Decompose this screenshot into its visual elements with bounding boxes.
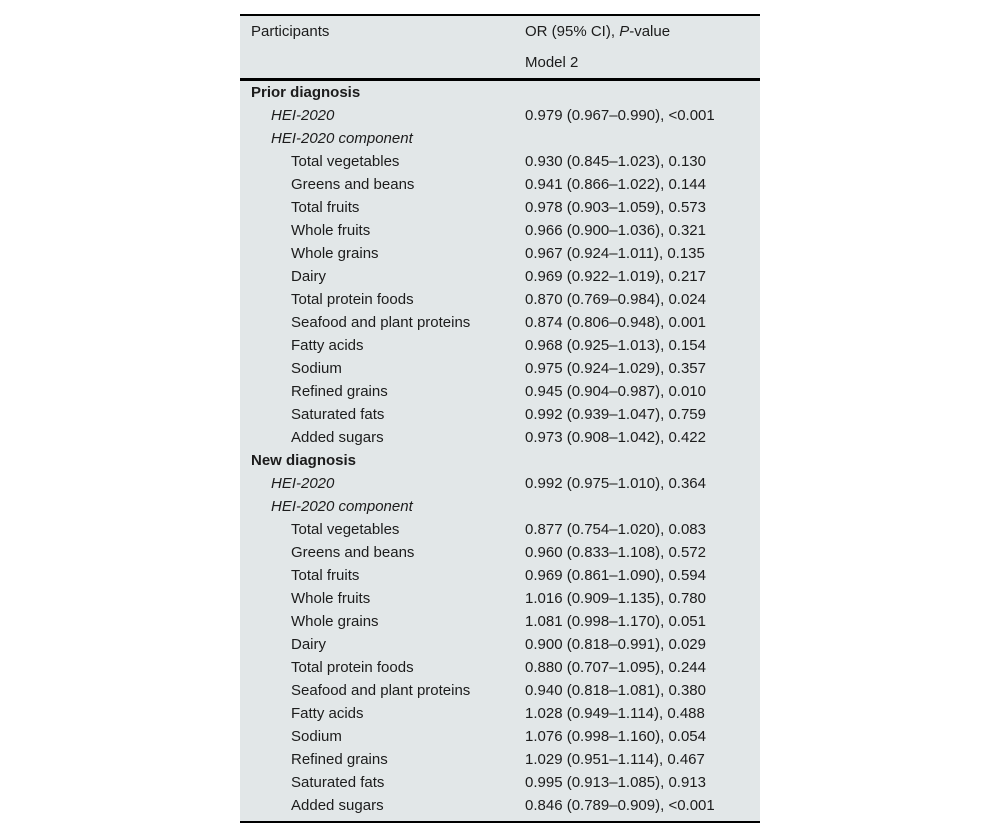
row-value: 0.940 (0.818–1.081), 0.380 (525, 682, 706, 699)
table-row (240, 196, 760, 219)
row-value: 1.076 (0.998–1.160), 0.054 (525, 728, 706, 745)
row-value: 0.874 (0.806–0.948), 0.001 (525, 314, 706, 331)
row-value: 0.992 (0.975–1.010), 0.364 (525, 475, 706, 492)
row-label: Fatty acids (291, 337, 364, 354)
table-row (240, 518, 760, 541)
table-row (240, 81, 760, 104)
header-pvalue-suffix: -value (629, 23, 671, 40)
row-value: 0.968 (0.925–1.013), 0.154 (525, 337, 706, 354)
row-value: 0.969 (0.861–1.090), 0.594 (525, 567, 706, 584)
table-row (240, 702, 760, 725)
row-label: Whole fruits (291, 590, 371, 607)
header-pvalue-p: P (619, 23, 630, 40)
row-label: Added sugars (291, 429, 384, 446)
row-value: 0.877 (0.754–1.020), 0.083 (525, 521, 706, 538)
table-row (240, 426, 760, 449)
row-label: Dairy (291, 268, 327, 285)
table-row (240, 541, 760, 564)
table-body (240, 81, 760, 821)
header-or-column (525, 20, 760, 74)
table-row (240, 610, 760, 633)
table-row (240, 495, 760, 518)
row-value: 0.967 (0.924–1.011), 0.135 (525, 245, 705, 262)
table-row (240, 127, 760, 150)
table-row (240, 679, 760, 702)
row-value: 0.846 (0.789–0.909), <0.001 (525, 797, 715, 814)
table-row (240, 334, 760, 357)
row-label: Sodium (291, 360, 342, 377)
table-row (240, 173, 760, 196)
row-label: Sodium (291, 728, 342, 745)
results-table (240, 14, 760, 823)
table-row (240, 725, 760, 748)
header-participants: Participants (251, 23, 330, 40)
row-label: Prior diagnosis (251, 84, 361, 101)
table-row (240, 242, 760, 265)
row-value: 0.870 (0.769–0.984), 0.024 (525, 291, 706, 308)
header-or-prefix: OR (95% CI), (525, 23, 620, 40)
row-value: 0.945 (0.904–0.987), 0.010 (525, 383, 706, 400)
row-value (525, 449, 760, 472)
row-value: 0.979 (0.967–0.990), <0.001 (525, 107, 715, 124)
table-row (240, 403, 760, 426)
table-row (240, 150, 760, 173)
row-label: HEI-2020 component (271, 130, 413, 147)
table-row (240, 265, 760, 288)
row-value (525, 81, 760, 104)
header-model-label: Model 2 (525, 54, 579, 71)
table-row (240, 449, 760, 472)
row-value: 1.016 (0.909–1.135), 0.780 (525, 590, 706, 607)
row-label: Total protein foods (291, 291, 414, 308)
row-value: 1.028 (0.949–1.114), 0.488 (525, 705, 705, 722)
row-value: 0.900 (0.818–0.991), 0.029 (525, 636, 706, 653)
row-value (525, 127, 760, 150)
row-label: Total vegetables (291, 521, 400, 538)
table-row (240, 794, 760, 817)
row-label: Total protein foods (291, 659, 414, 676)
row-label: Greens and beans (291, 544, 415, 561)
row-value: 0.960 (0.833–1.108), 0.572 (525, 544, 706, 561)
row-value: 0.969 (0.922–1.019), 0.217 (525, 268, 706, 285)
row-value: 0.975 (0.924–1.029), 0.357 (525, 360, 706, 377)
row-label: HEI-2020 (271, 107, 335, 124)
table-row (240, 633, 760, 656)
row-label: Whole fruits (291, 222, 371, 239)
table-row (240, 564, 760, 587)
row-label: Seafood and plant proteins (291, 314, 471, 331)
row-label: Saturated fats (291, 406, 385, 423)
row-value: 0.941 (0.866–1.022), 0.144 (525, 176, 706, 193)
table-row (240, 748, 760, 771)
row-value: 0.992 (0.939–1.047), 0.759 (525, 406, 706, 423)
row-label: Greens and beans (291, 176, 415, 193)
row-label: Total fruits (291, 567, 360, 584)
table-row (240, 311, 760, 334)
row-label: Dairy (291, 636, 327, 653)
table-row (240, 587, 760, 610)
row-value: 0.995 (0.913–1.085), 0.913 (525, 774, 706, 791)
table-row (240, 380, 760, 403)
row-value: 0.978 (0.903–1.059), 0.573 (525, 199, 706, 216)
row-label: Refined grains (291, 751, 388, 768)
row-label: Refined grains (291, 383, 388, 400)
table-header (240, 16, 760, 81)
row-value: 0.966 (0.900–1.036), 0.321 (525, 222, 706, 239)
table-row (240, 656, 760, 679)
row-label: Whole grains (291, 245, 379, 262)
row-label: Whole grains (291, 613, 379, 630)
row-value: 0.930 (0.845–1.023), 0.130 (525, 153, 706, 170)
table-row (240, 288, 760, 311)
row-value: 1.081 (0.998–1.170), 0.051 (525, 613, 706, 630)
table-row (240, 771, 760, 794)
row-value: 0.973 (0.908–1.042), 0.422 (525, 429, 706, 446)
row-value (525, 495, 760, 518)
row-value: 1.029 (0.951–1.114), 0.467 (525, 751, 705, 768)
row-label: HEI-2020 (271, 475, 335, 492)
row-value: 0.880 (0.707–1.095), 0.244 (525, 659, 706, 676)
table-row (240, 472, 760, 495)
row-label: Fatty acids (291, 705, 364, 722)
row-label: New diagnosis (251, 452, 357, 469)
row-label: HEI-2020 component (271, 498, 413, 515)
table-row (240, 104, 760, 127)
row-label: Added sugars (291, 797, 384, 814)
row-label: Total vegetables (291, 153, 400, 170)
row-label: Seafood and plant proteins (291, 682, 471, 699)
row-label: Saturated fats (291, 774, 385, 791)
header-or-line1 (525, 20, 760, 43)
table-row (240, 357, 760, 380)
row-label: Total fruits (291, 199, 360, 216)
table-row (240, 219, 760, 242)
